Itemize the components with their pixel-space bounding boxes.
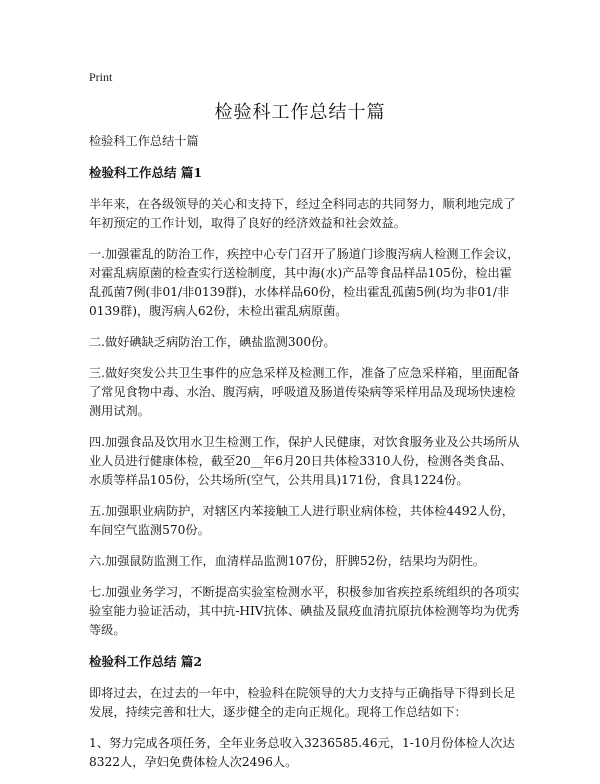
print-link[interactable]: Print [89, 70, 113, 84]
paragraph: 一.加强霍乱的防治工作，疾控中心专门召开了肠道门诊腹泻病人检测工作会议，对霍乱病原菌的检查实行送检制度，其中海(水)产品等食品样品105份，检出霍乱孤菌7例(非01/非0139群)，水体样品60份，检出霍乱孤菌5例(均为非01/非0139群)，腹泻病人62份，未检出霍乱病原菌。 [89, 247, 520, 318]
paragraph: 七.加强业务学习，不断提高实验室检测水平，积极参加省疾控系统组织的各项实验室能力验证活动，其中抗-HIV抗体、碘盐及鼠疫血清抗原抗体检测等均为优秀等级。 [89, 585, 520, 637]
page-title: 检验科工作总结十篇 [214, 102, 386, 123]
paragraph: 五.加强职业病防护，对辖区内苯接触工人进行职业病体检，共体检4492人份，车间空气监测570份。 [89, 504, 514, 537]
section-heading: 检验科工作总结 篇2 [89, 654, 203, 669]
paragraph: 四.加强食品及饮用水卫生检测工作，保护人民健康，对饮食服务业及公共场所从业人员进行健康体检，截至20__年6月20日共体检3310人份，检测各类食品、水质等样品105份，公共场所(空气，公共用具)171份，食具1224份。 [89, 435, 520, 487]
document-subtitle: 检验科工作总结十篇 [89, 134, 199, 148]
paragraph: 即将过去，在过去的一年中，检验科在院领导的大力支持与正确指导下得到长足发展，持续完善和壮大，逐步健全的走向正规化。现将工作总结如下： [89, 686, 516, 719]
paragraph: 半年来，在各级领导的关心和支持下，经过全科同志的共同努力，顺利地完成了年初预定的工作计划，取得了良好的经济效益和社会效益。 [89, 197, 516, 230]
document-body [89, 132, 521, 784]
paragraph: 1、努力完成各项任务，全年业务总收入3236585.46元，1-10月份体检人次达8322人，孕妇免费体检人次2496人。 [89, 736, 515, 769]
paragraph: 二.做好碘缺乏病防治工作，碘盐监测300份。 [89, 335, 336, 349]
paragraph: 三.做好突发公共卫生事件的应急采样及检测工作，准备了应急采样箱，里面配备了常见食物中毒、水治、腹泻病，呼吸道及肠道传染病等采样用品及现场快速检测用试剂。 [89, 366, 520, 418]
paragraph: 六.加强鼠防监测工作，血清样品监测107份，肝脾52份，结果均为阴性。 [89, 554, 486, 568]
section-heading: 检验科工作总结 篇1 [89, 165, 203, 180]
